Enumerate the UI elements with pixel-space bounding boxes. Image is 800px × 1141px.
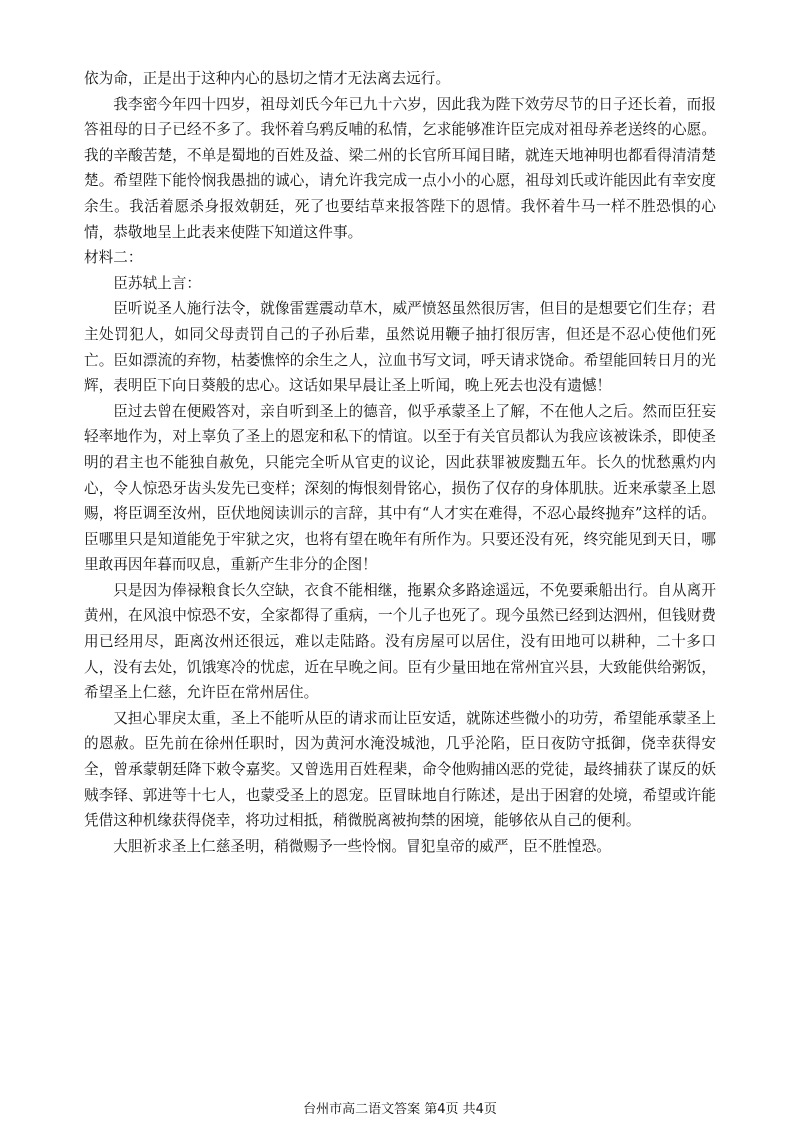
- page-footer: 台州市高二语文答案 第4页 共4页: [303, 1102, 497, 1117]
- paragraph-closing-plea: 大胆祈求圣上仁慈圣明，稍微赐予一些怜悯。冒犯皇帝的威严，臣不胜惶恐。: [113, 837, 612, 855]
- paragraph-past-audience: 臣过去曾在便殿答对，亲自听到圣上的德音，似乎承蒙圣上了解，不在他人之后。然而臣狂妄轻率地作为，对上辜负了圣上的恩宠和私下的情谊。以至于有关官员都认为我应该被诛杀，即使圣明的君主也不能独自赦免，只能完全听从官吏的议论，因此获罪被废黜五年。长久的忧愁熏灼内心，令人惊恐牙齿头发先已变样；深刻的悔恨刻骨铭心，损伤了仅存的身体肌肤。近来承蒙圣上恩赐，将臣调至汝州，臣伏地阅读训示的言辞，其中有“人才实在难得，不忍心最终抛弃”这样的话。臣哪里只是知道能免于牢狱之灾，也将有望在晚年有所作为。只要还没有死，终究能见到天日，哪里敢再因年暮而叹息，重新产生非分的企图！: [84, 402, 716, 574]
- paragraph-li-mi-age: 我李密今年四十四岁，祖母刘氏今年已九十六岁，因此我为陛下效劳尽节的日子还长着，而报答祖母的日子已经不多了。我怀着乌鸦反哺的私情，乞求能够准许臣完成对祖母养老送终的心愿。我的辛酸苦楚，不单是蜀地的百姓及益、梁二州的长官所耳闻目睹，就连天地神明也都看得清清楚楚。希望陛下能怜悯我愚拙的诚心，请允许我完成一点小小的心愿，祖母刘氏或许能因此有幸安度余生。我活着愿杀身报效朝廷，死了也要结草来报答陛下的恩情。我怀着牛马一样不胜恐惧的心情，恭敬地呈上此表来使陛下知道这件事。: [84, 95, 716, 241]
- paragraph-sages-law: 臣听说圣人施行法令，就像雷霆震动草木，威严愤怒虽然很厉害，但目的是想要它们生存；君主处罚犯人，如同父母责罚自己的子孙后辈，虽然说用鞭子抽打很厉害，但还是不忍心使他们死亡。臣如漂流的弃物，枯萎憔悴的余生之人，泣血书写文词，呼天请求饶命。希望能回转日月的光辉，表明臣下向日葵般的忠心。这话如果早晨让圣上听闻，晚上死去也没有遗憾！: [84, 300, 716, 395]
- paragraph-salutation: 臣苏轼上言：: [113, 274, 202, 292]
- paragraph-merits: 又担心罪戾太重，圣上不能听从臣的请求而让臣安适，就陈述些微小的功劳，希望能承蒙圣上的恩赦。臣先前在徐州任职时，因为黄河水淹没城池，几乎沦陷，臣日夜防守抵御，侥幸获得安全，曾承蒙朝廷降下敕令嘉奖。又曾选用百姓程棐，命令他购捕凶恶的党徒，最终捕获了谋反的妖贼李铎、郭进等十七人，也蒙受圣上的恩宠。臣冒昧地自行陈述，是出于困窘的处境，希望或许能凭借这种机缘获得侥幸，将功过相抵，稍微脱离被拘禁的困境，能够依从自己的便利。: [84, 709, 716, 830]
- section-heading-material-two: 材料二：: [84, 249, 143, 267]
- paragraph-continuation: 依为命，正是出于这种内心的恳切之情才无法离去远行。: [84, 70, 451, 87]
- paragraph-travel-hardship: 只是因为俸禄粮食长久空缺，衣食不能相继，拖累众多路途遥远，不免要乘船出行。自从离开黄州，在风浪中惊恐不安，全家都得了重病，一个儿子也死了。现今虽然已经到达泗州，但钱财费用已经用尽，距离汝州还很远，难以走陆路。没有房屋可以居住，没有田地可以耕种，二十多口人，没有去处，饥饿寒冷的忧虑，近在早晚之间。臣有少量田地在常州宜兴县，大致能供给粥饭，希望圣上仁慈，允许臣在常州居住。: [84, 581, 716, 702]
- document-body: [84, 66, 716, 859]
